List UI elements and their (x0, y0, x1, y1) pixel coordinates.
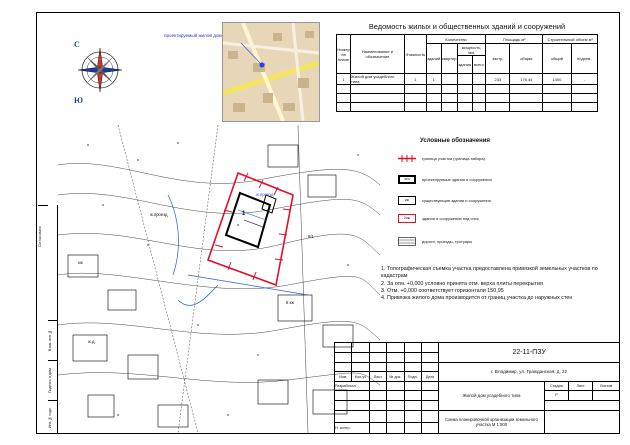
inset-map-graphic (223, 23, 319, 121)
header-name: Наименование и обозначение (351, 35, 405, 74)
header-qty-buildings: зданий (426, 44, 441, 74)
header-num: Номер на плане (337, 35, 351, 74)
header-capacity: мощность, чел. (457, 44, 485, 56)
table-row-empty (337, 103, 598, 112)
site-plan-map (58, 125, 380, 433)
object-name: Жилой дом усадебного типа (439, 382, 544, 410)
side-binding-column (38, 205, 58, 433)
map-label: ж.проезд (256, 192, 274, 197)
header-volume: Строительный объем м³ (543, 35, 598, 44)
side-cell: Подпись и дата (48, 360, 58, 400)
drawing-code: 22-11-ПЗУ (439, 343, 620, 363)
building-number: 1 (242, 211, 246, 217)
legend-item: 2кж здания и сооружения под снос (398, 213, 479, 223)
compass (58, 36, 138, 114)
header-volume-total: общий (543, 44, 571, 74)
map-label: ж.проезд (150, 212, 168, 217)
stage-value: Р (544, 390, 568, 400)
stamp-table: 22-11-ПЗУ г. Владимир, ул. Гражданская, д. 22 Изм. Кол.уч Лист № док. Подп. Дата Разработал Жилой дом усадебного типа Стадия Лист Листов Р Схема планировочной организации земельного участка М 1:500 Н. контр. (334, 342, 620, 434)
drawing-name: Схема планировочной организации земельного участка М 1:500 (439, 410, 544, 433)
building-schedule (336, 22, 598, 112)
road-icon (398, 237, 416, 246)
header-area: Площадь м² (486, 35, 543, 44)
note-item: 4. Привязка жилого дома производится от границ участка до наружных стен (381, 295, 573, 302)
legend-title: Условные обозначения (420, 138, 490, 144)
boundary-line-icon (398, 154, 416, 163)
norm-control-label: Н. контр. (335, 422, 370, 433)
inset-location-map (222, 22, 320, 122)
schedule-title: Ведомость жилых и общественных зданий и сооружений (368, 22, 566, 31)
site-address: г. Владимир, ул. Гражданская, д. 22 (439, 362, 620, 382)
general-notes (381, 266, 606, 302)
legend-item: ж/з проектируемые здания и сооружения (398, 174, 492, 184)
side-cell: Согласовано (38, 205, 48, 267)
existing-building-icon: кж (398, 196, 416, 205)
compass-rose-icon (58, 36, 138, 114)
note-item: 3. Отм. +0,000 соответствует горизонтали 150,95 (381, 287, 504, 294)
developer-label: Разработал (335, 382, 370, 391)
table-row: 1 Жилой дом усадебного типа 1 1 233 176,44 1400 - (337, 74, 598, 85)
legend-item: граница участка (граница забора) (398, 153, 485, 163)
projected-building-icon: ж/з (398, 175, 416, 184)
legend-item: дороги, проезды, тротуары (398, 236, 472, 246)
header-volume-under: подзем. (571, 44, 597, 74)
demolition-building-icon: 2кж (398, 214, 416, 223)
map-label: ж.д. (88, 339, 96, 344)
legend-item: кж существующие здания и сооружения (398, 195, 491, 205)
side-cell: Инв.№ подл. (48, 400, 58, 433)
header-capacity-building: здания (457, 56, 472, 74)
title-block (334, 342, 620, 434)
side-cell: Взам. инв.№ (48, 320, 58, 360)
note-item: 2. За отм. +0,000 условно принята отм. верха плиты перекрытия (381, 280, 543, 287)
schedule-table (336, 34, 598, 112)
header-qty: Количество (426, 35, 485, 44)
table-row-empty (337, 85, 598, 94)
south-label: Ю (74, 96, 84, 105)
site-plan-graphic (58, 125, 380, 433)
north-label: С (74, 40, 80, 49)
inset-callout-label: проектируемый жилой дом (164, 33, 222, 38)
header-area-built: застр. (486, 44, 510, 74)
table-row-empty (337, 94, 598, 103)
header-qty-apartments: квартир (441, 44, 457, 74)
note-item: 1. Топографическая съемка участка предоставлена привязкой земельных участков по кадастрам (381, 266, 598, 280)
map-label: 6 кж (286, 300, 295, 305)
header-area-total: общая (510, 44, 543, 74)
header-floors: Этажность (404, 35, 426, 74)
map-label: кж (78, 260, 83, 265)
map-label: 8/1 (308, 234, 314, 239)
header-capacity-all: всего (472, 56, 486, 74)
